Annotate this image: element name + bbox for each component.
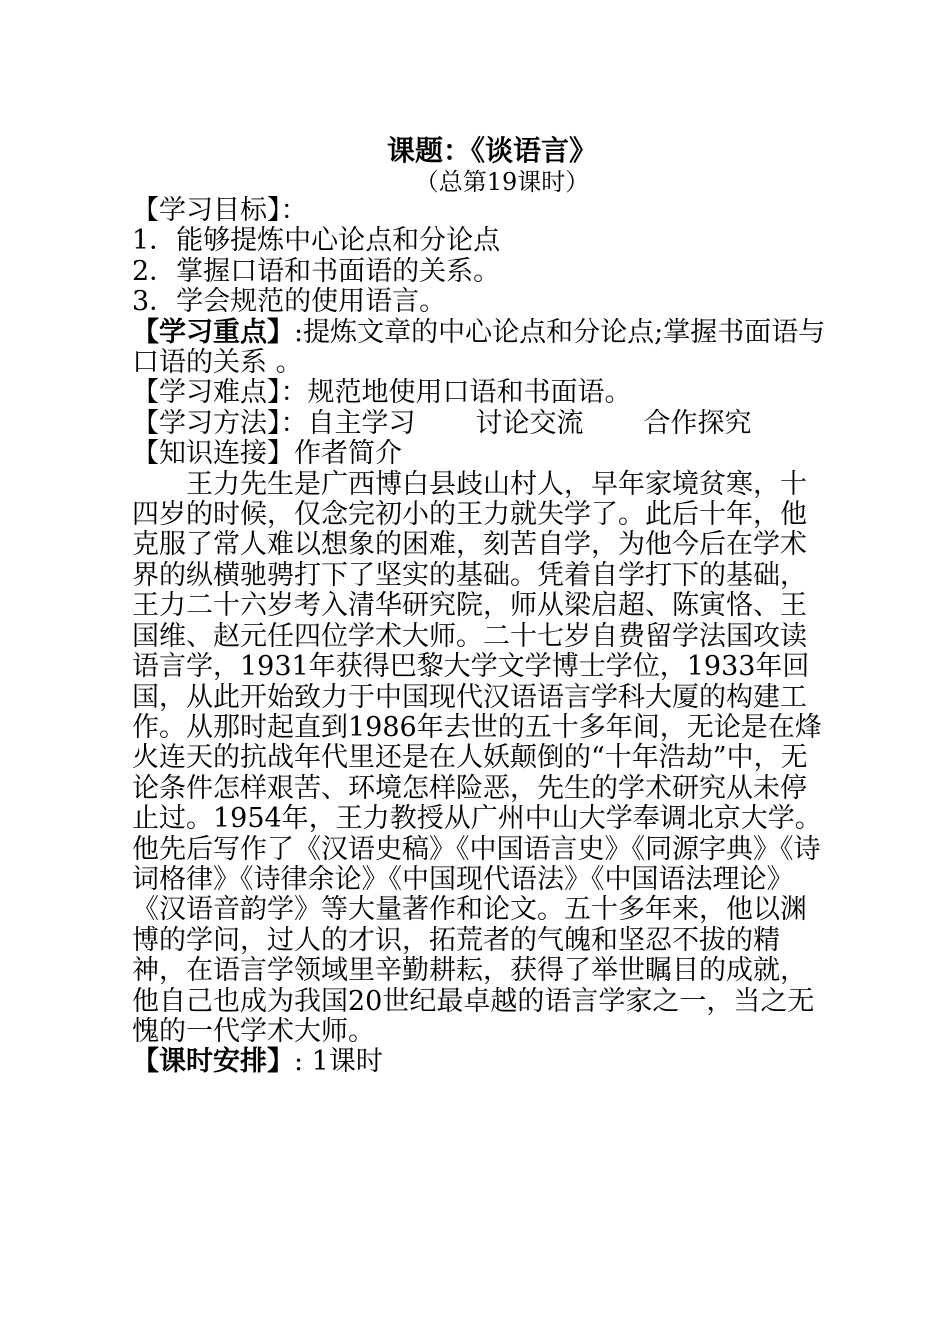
lesson-plan-page bbox=[132, 134, 832, 1078]
method-item-3: 合作探究 bbox=[643, 407, 752, 439]
knowledge-heading: 【知识连接】 bbox=[132, 438, 294, 470]
key-points-section bbox=[132, 318, 832, 379]
schedule-text: : 1课时 bbox=[294, 1046, 383, 1078]
lesson-subtitle: （总第19课时） bbox=[414, 168, 590, 196]
author-bio-paragraph: 王力先生是广西博白县歧山村人，早年家境贫寒，十四岁的时候，仅念完初小的王力就失学了。此后十年，他克服了常人难以想象的困难，刻苦自学，为他今后在学术界的纵横驰骋打下了坚实的基础。凭着自学打下的基础，王力二十六岁考入清华研究院，师从梁启超、陈寅恪、王国维、赵元任四位学术大师。二十七岁自费留学法国攻读语言学，1931年获得巴黎大学文学博士学位，1933年回国，从此开始致力于中国现代汉语语言学科大厦的构建工作。从那时起直到1986年去世的五十多年间，无论是在烽火连天的抗战年代里还是在人妖颠倒的“十年浩劫”中，无论条件怎样艰苦、环境怎样险恶，先生的学术研究从未停止过。1954年，王力教授从广州中山大学奉调北京大学。他先后写作了《汉语史稿》《中国语言史》《同源字典》《诗词格律》《诗律余论》《中国现代语法》《中国语法理论》《汉语音韵学》等大量著作和论文。五十多年来，他以渊博的学问，过人的才识，拓荒者的气魄和坚忍不拔的精神，在语言学领域里辛勤耕耘，获得了举世瞩目的成就，他自己也成为我国20世纪最卓越的语言学家之一，当之无愧的一代学术大师。 bbox=[132, 468, 822, 1047]
difficulties-section bbox=[132, 378, 832, 408]
objective-item-1: 1．能够提炼中心论点和分论点 bbox=[132, 225, 501, 257]
difficulties-heading: 【学习难点】： bbox=[132, 377, 308, 409]
method-item-1: 自主学习 bbox=[307, 407, 416, 439]
methods-section bbox=[132, 409, 832, 439]
objectives-heading: 【学习目标】： bbox=[132, 195, 308, 226]
knowledge-label: 作者简介 bbox=[294, 438, 402, 470]
lesson-title: 课题：《谈语言》 bbox=[386, 134, 597, 167]
schedule-heading: 【课时安排】 bbox=[132, 1046, 294, 1078]
key-points-text: :提炼文章的中心论点和分论点;掌握书面语与口语的关系 。 bbox=[132, 316, 826, 379]
objective-item-3: 3．学会规范的使用语言。 bbox=[132, 286, 447, 318]
key-points-heading: 【学习重点】 bbox=[132, 316, 294, 348]
difficulties-text: 规范地使用口语和书面语。 bbox=[307, 377, 632, 409]
methods-heading: 【学习方法】： bbox=[132, 407, 308, 439]
schedule-section bbox=[132, 1047, 832, 1077]
objective-item-2: 2．掌握口语和书面语的关系。 bbox=[132, 255, 501, 287]
method-item-2: 讨论交流 bbox=[475, 407, 584, 439]
knowledge-section bbox=[132, 439, 832, 469]
